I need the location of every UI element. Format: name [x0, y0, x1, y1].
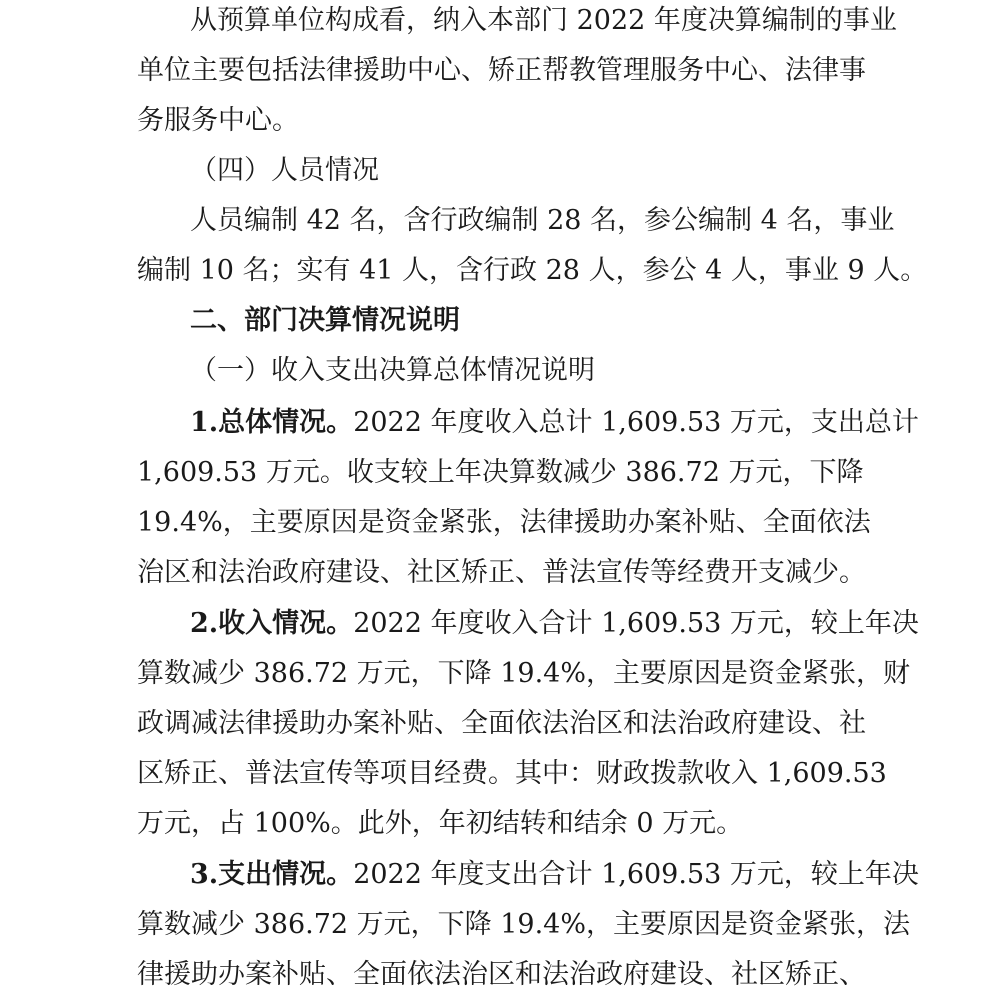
- item1-line1: [190, 406, 919, 440]
- item3-label: 3.支出情况。: [190, 859, 354, 890]
- item1-line4: 治区和法治政府建设、社区矫正、普法宣传等经费开支减少。: [137, 557, 866, 588]
- item2-label: 2.收入情况。: [190, 608, 354, 639]
- item2-line4: 区矫正、普法宣传等项目经费。其中：财政拨款收入 1,609.53: [137, 758, 887, 789]
- item2-line5: 万元，占 100%。此外，年初结转和结余 0 万元。: [137, 808, 744, 839]
- item1-label: 1.总体情况。: [190, 407, 354, 438]
- para1-line1: 从预算单位构成看，纳入本部门 2022 年度决算编制的事业: [190, 5, 897, 36]
- item2-line1: [190, 607, 919, 641]
- sub1-title: （一）收入支出决算总体情况说明: [190, 355, 595, 386]
- item1-line2: 1,609.53 万元。收支较上年决算数减少 386.72 万元，下降: [137, 457, 864, 488]
- item2-line2: 算数减少 386.72 万元，下降 19.4%，主要原因是资金紧张，财: [137, 658, 910, 689]
- para2-line1: 人员编制 42 名，含行政编制 28 名，参公编制 4 名，事业: [190, 205, 895, 236]
- section4-title: （四）人员情况: [190, 155, 379, 186]
- item3-line3: 律援助办案补贴、全面依法治区和法治政府建设、社区矫正、: [137, 959, 866, 990]
- item3-line1: [190, 858, 919, 892]
- item2-line3: 政调减法律援助办案补贴、全面依法治区和法治政府建设、社: [137, 708, 866, 739]
- para1-line3: 务服务中心。: [137, 105, 299, 136]
- para2-line2: 编制 10 名；实有 41 人，含行政 28 人，参公 4 人，事业 9 人。: [137, 255, 928, 286]
- item1-line1-text: 2022 年度收入总计 1,609.53 万元，支出总计: [353, 407, 919, 438]
- item1-line3: 19.4%，主要原因是资金紧张，法律援助办案补贴、全面依法: [137, 507, 871, 538]
- heading-2: 二、部门决算情况说明: [190, 305, 460, 336]
- item2-line1-text: 2022 年度收入合计 1,609.53 万元，较上年决: [353, 608, 919, 639]
- item3-line2: 算数减少 386.72 万元，下降 19.4%，主要原因是资金紧张，法: [137, 909, 910, 940]
- para1-line2: 单位主要包括法律援助中心、矫正帮教管理服务中心、法律事: [137, 55, 866, 86]
- item3-line1-text: 2022 年度支出合计 1,609.53 万元，较上年决: [353, 859, 919, 890]
